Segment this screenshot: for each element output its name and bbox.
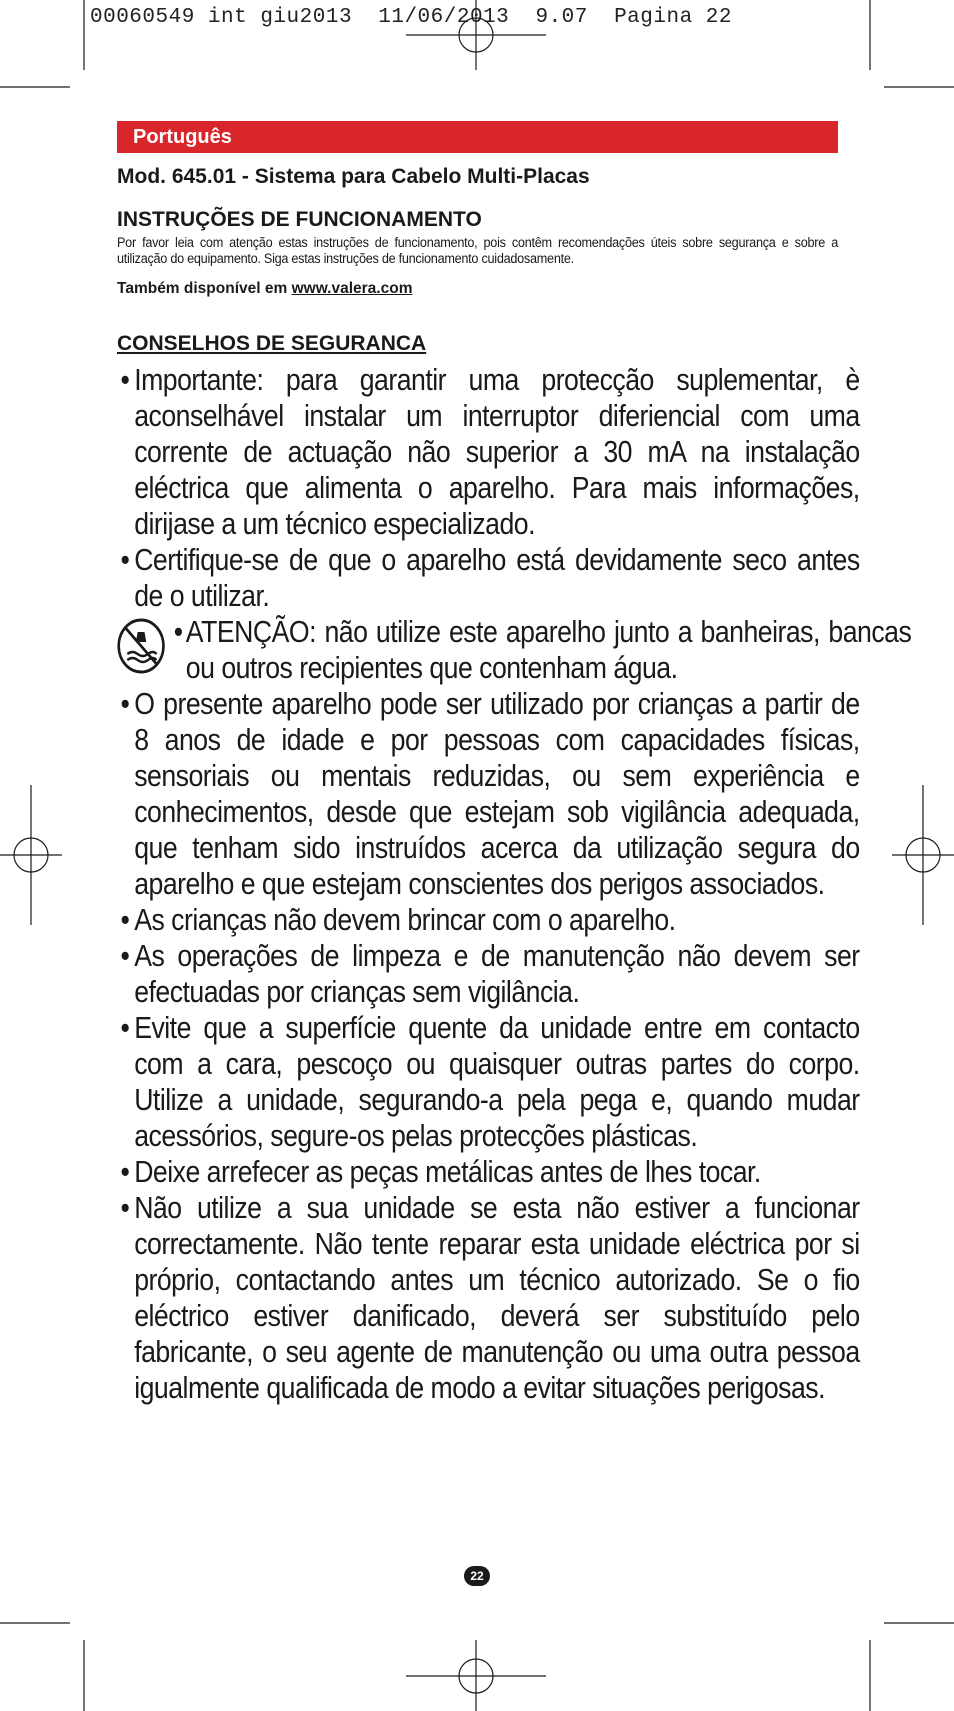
no-water-icon	[115, 616, 167, 676]
instructions-heading: INSTRUÇÕES DE FUNCIONAMENTO	[117, 208, 482, 231]
list-item	[117, 362, 860, 542]
list-item-text: As operações de limpeza e de manutenção não devem ser efectuadas por crianças sem vigilância.	[134, 938, 860, 1009]
also-available-line	[117, 280, 412, 298]
safety-heading: CONSELHOS DE SEGURANCA	[117, 332, 427, 355]
website-link[interactable]: www.valera.com	[291, 280, 413, 297]
intro-text: Por favor leia com atenção estas instruções de funcionamento, pois contêm recomendações úteis sobre segurança e sobre a utilização do equipamento. Siga estas instruções de funcionamento cuidadosamente.	[117, 235, 838, 266]
also-available-label: Também disponível em	[117, 280, 292, 297]
list-item-warning	[117, 614, 911, 686]
bullet: •	[173, 614, 183, 649]
list-item	[117, 1190, 860, 1406]
list-item	[117, 902, 860, 938]
list-item	[117, 686, 860, 902]
bullet: •	[120, 542, 130, 577]
list-item	[117, 1154, 860, 1190]
list-item-text: Evite que a superfície quente da unidade entre em contacto com a cara, pescoço ou quaisquer outras partes do corpo. Utilize a unidade, segurando-a pela pega e, quando mudar acessórios, segure-os pelas protecções plásticas.	[134, 1010, 860, 1153]
list-item-text: Não utilize a sua unidade se esta não estiver a funcionar correctamente. Não tente reparar esta unidade eléctrica por si próprio, contactando antes um técnico autorizado. Se o fio eléctrico estiver danificado, deverá ser substituído pelo fabricante, o seu agente de manutenção ou uma outra pessoa igualmente qualificada de modo a evitar situações perigosas.	[134, 1190, 860, 1405]
language-bar	[117, 121, 838, 153]
bullet: •	[120, 362, 130, 397]
bullet: •	[120, 902, 130, 937]
bullet: •	[120, 1010, 130, 1045]
bullet: •	[120, 938, 130, 973]
page-number: 22	[464, 1566, 490, 1586]
language-label: Português	[133, 126, 232, 148]
safety-list	[117, 362, 912, 1406]
bullet: •	[120, 1154, 130, 1189]
print-slug: 00060549 int giu2013 11/06/2013 9.07 Pagina 22	[90, 6, 733, 29]
bullet: •	[120, 1190, 130, 1225]
bullet: •	[120, 686, 130, 721]
list-item	[117, 938, 860, 1010]
list-item-text: Deixe arrefecer as peças metálicas antes de lhes tocar.	[134, 1154, 761, 1189]
model-title: Mod. 645.01 - Sistema para Cabelo Multi-Placas	[117, 165, 590, 188]
list-item-text: O presente aparelho pode ser utilizado por crianças a partir de 8 anos de idade e por pessoas com capacidades físicas, sensoriais ou mentais reduzidas, ou sem experiência e conhecimentos, desde que estejam sob vigilância adequada, que tenham sido instruídos acerca da utilização segura do aparelho e que estejam conscientes dos perigos associados.	[134, 686, 860, 901]
list-item	[117, 1010, 860, 1154]
list-item-text: Certifique-se de que o aparelho está devidamente seco antes de o utilizar.	[134, 542, 860, 613]
list-item-text: As crianças não devem brincar com o aparelho.	[134, 902, 676, 937]
list-item-text: Importante: para garantir uma protecção suplementar, è aconselhável instalar um interruptor diferiencial com uma corrente de actuação não superior a 30 mA na instalação eléctrica que alimenta o aparelho. Para mais informações, dirijase a um técnico especializado.	[134, 362, 860, 541]
list-item	[117, 542, 860, 614]
list-item-text: ATENÇÃO: não utilize este aparelho junto a banheiras, bancas ou outros recipientes que contenham água.	[185, 614, 912, 685]
